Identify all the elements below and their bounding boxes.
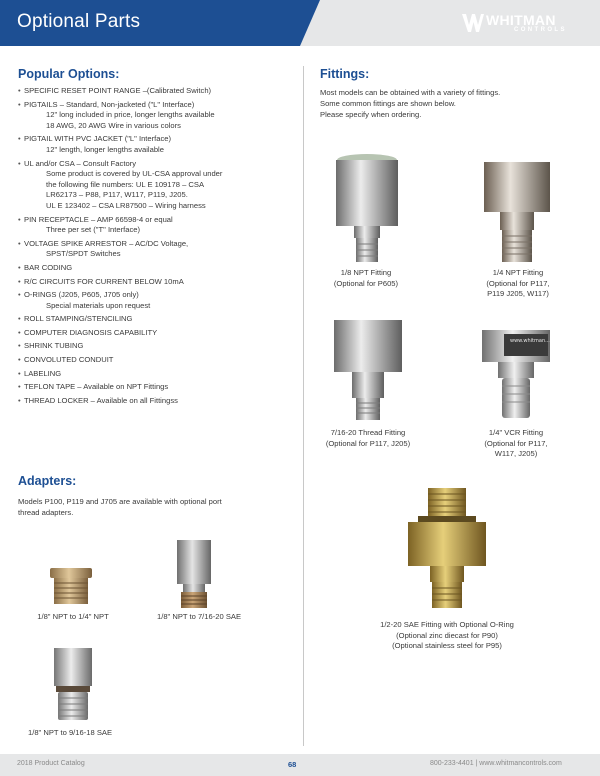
option-item (18, 277, 298, 288)
option-item-label: • VOLTAGE SPIKE ARRESTOR – AC/DC Voltage, (24, 238, 189, 248)
footer-page-number: 68 (288, 760, 297, 769)
option-item (18, 396, 298, 407)
option-item-detail: 18 AWG, 20 AWG Wire in various colors (46, 120, 181, 130)
adapter-caption (140, 612, 258, 623)
option-item (18, 263, 298, 274)
fitting-caption-line: W117, J205) (494, 449, 538, 458)
fittings-description-line: Most models can be obtained with a variety of fittings. (320, 88, 501, 97)
option-item-detail: LR62173 – P88, P117, W117, P119, J205. (46, 190, 188, 200)
fitting-caption-line: P119 J205, W117) (487, 289, 549, 298)
adapter-caption-line: 1/8" NPT to 7/16-20 SAE (156, 612, 242, 621)
footer-catalog-label: 2018 Product Catalog (17, 760, 85, 767)
option-item-label: • ROLL STAMPING/STENCILING (24, 314, 133, 324)
option-item-label: • R/C CIRCUITS FOR CURRENT BELOW 10mA (24, 276, 184, 286)
option-item-label: • O-RINGS (J205, P605, J705 only) (24, 290, 139, 300)
w-logo-icon (462, 14, 484, 32)
fitting-caption-line: (Optional for P117, (484, 438, 548, 448)
fitting-caption-line: 1/4 NPT Fitting (492, 268, 544, 277)
option-item (18, 215, 298, 236)
fittings-description (320, 87, 590, 120)
fitting-caption-line: (Optional stainless steel for P95) (392, 641, 502, 650)
option-item-detail: 12" long included in price, longer lengths available (46, 110, 215, 120)
fitting-caption-line: 7/16-20 Thread Fitting (330, 428, 406, 437)
fitting-caption-line: (Optional zinc diecast for P90) (396, 630, 498, 640)
option-item (18, 382, 298, 393)
adapters-description (18, 496, 298, 518)
adapters-description-line: thread adapters. (18, 508, 74, 517)
adapters-description-line: Models P100, P119 and J705 are available with optional port (18, 497, 222, 506)
fitting-vcr-image (480, 328, 552, 422)
option-item-label: • UL and/or CSA – Consult Factory (24, 158, 136, 168)
option-item-detail: Three per set ("T" Interface) (46, 225, 141, 235)
popular-options-heading: Popular Options: (18, 67, 120, 81)
option-item-label: • SHRINK TUBING (24, 341, 84, 351)
option-item-label: • CONVOLUTED CONDUIT (24, 355, 114, 365)
option-item-label: • PIGTAIL WITH PVC JACKET ("L" Interface) (24, 134, 172, 144)
fitting-caption-line: (Optional for P117, (486, 278, 550, 288)
option-item-label: • PIGTAILS – Standard, Non-jacketed ("L" Interface) (24, 99, 195, 109)
footer-contact: 800-233-4401 | www.whitmancontrols.com (430, 760, 562, 767)
adapter-caption (14, 728, 126, 739)
fitting-caption-line: (Optional for P605) (333, 278, 399, 288)
option-item (18, 290, 298, 311)
adapter-caption-line: 1/8" NPT to 9/16-18 SAE (27, 728, 113, 737)
fitting-caption-line: 1/8 NPT Fitting (340, 268, 392, 277)
option-item (18, 369, 298, 380)
option-item (18, 100, 298, 132)
fitting-thread-7-16-image (332, 318, 404, 422)
option-item-label: • THREAD LOCKER – Available on all Fittingss (24, 395, 178, 405)
fitting-npt-eighth-image (332, 152, 402, 264)
option-item-label: • PIN RECEPTACLE – AMP 66598-4 or equal (24, 214, 173, 224)
column-divider (303, 66, 304, 746)
fitting-caption (310, 268, 422, 289)
page-footer (0, 754, 600, 776)
fittings-description-line: Please specify when ordering. (320, 110, 422, 119)
adapter-caption (18, 612, 128, 623)
option-item-label: • COMPUTER DIAGNOSIS CAPABILITY (24, 327, 158, 337)
option-item-detail: Special materials upon request (46, 300, 151, 310)
fitting-npt-quarter-image (482, 160, 552, 264)
fitting-caption (352, 620, 542, 652)
fittings-description-line: Some common fittings are shown below. (320, 99, 456, 108)
adapter-npt-quarter-image (48, 566, 94, 608)
option-item-detail: Some product is covered by UL-CSA approval under (46, 169, 223, 179)
fitting-caption (460, 268, 576, 300)
adapter-sae-9-16-image (50, 646, 96, 724)
option-item-label: • BAR CODING (24, 262, 73, 272)
adapters-heading: Adapters: (18, 474, 77, 488)
option-item (18, 355, 298, 366)
fitting-caption-line: (Optional for P117, J205) (325, 438, 411, 448)
option-item (18, 314, 298, 325)
fittings-heading: Fittings: (320, 67, 370, 81)
adapter-caption-line: 1/8" NPT to 1/4" NPT (37, 612, 109, 621)
logo-wordmark: WHITMAN (486, 12, 556, 28)
option-item-label: • LABELING (24, 368, 62, 378)
logo-subtitle: CONTROLS (514, 27, 567, 33)
fitting-caption (310, 428, 426, 449)
vcr-label-text: www.whitman... (510, 338, 550, 344)
option-item-label: • TEFLON TAPE – Available on NPT Fittings (24, 382, 169, 392)
page-title: Optional Parts (17, 11, 141, 32)
fitting-caption (460, 428, 572, 460)
option-item-detail: 12" length, longer lengths available (46, 144, 164, 154)
option-item (18, 239, 298, 260)
fitting-sae-oring-image (404, 486, 490, 610)
popular-options-list (18, 86, 298, 409)
whitman-logo (462, 14, 588, 36)
fitting-caption-line: 1/2-20 SAE Fitting with Optional O-Ring (380, 620, 514, 629)
option-item-detail: the following file numbers: UL E 109178 – CSA (46, 179, 205, 189)
option-item (18, 328, 298, 339)
option-item (18, 159, 298, 212)
option-item-detail: SPST/SPDT Switches (46, 249, 121, 259)
option-item (18, 341, 298, 352)
option-item-label: • SPECIFIC RESET POINT RANGE –(Calibrated Switch) (24, 86, 212, 95)
adapter-sae-7-16-image (174, 538, 214, 610)
option-item (18, 86, 298, 97)
option-item-detail: UL E 123402 – CSA LR87500 – Wiring harness (46, 200, 206, 210)
option-item (18, 134, 298, 155)
fitting-caption-line: 1/4" VCR Fitting (488, 428, 544, 437)
